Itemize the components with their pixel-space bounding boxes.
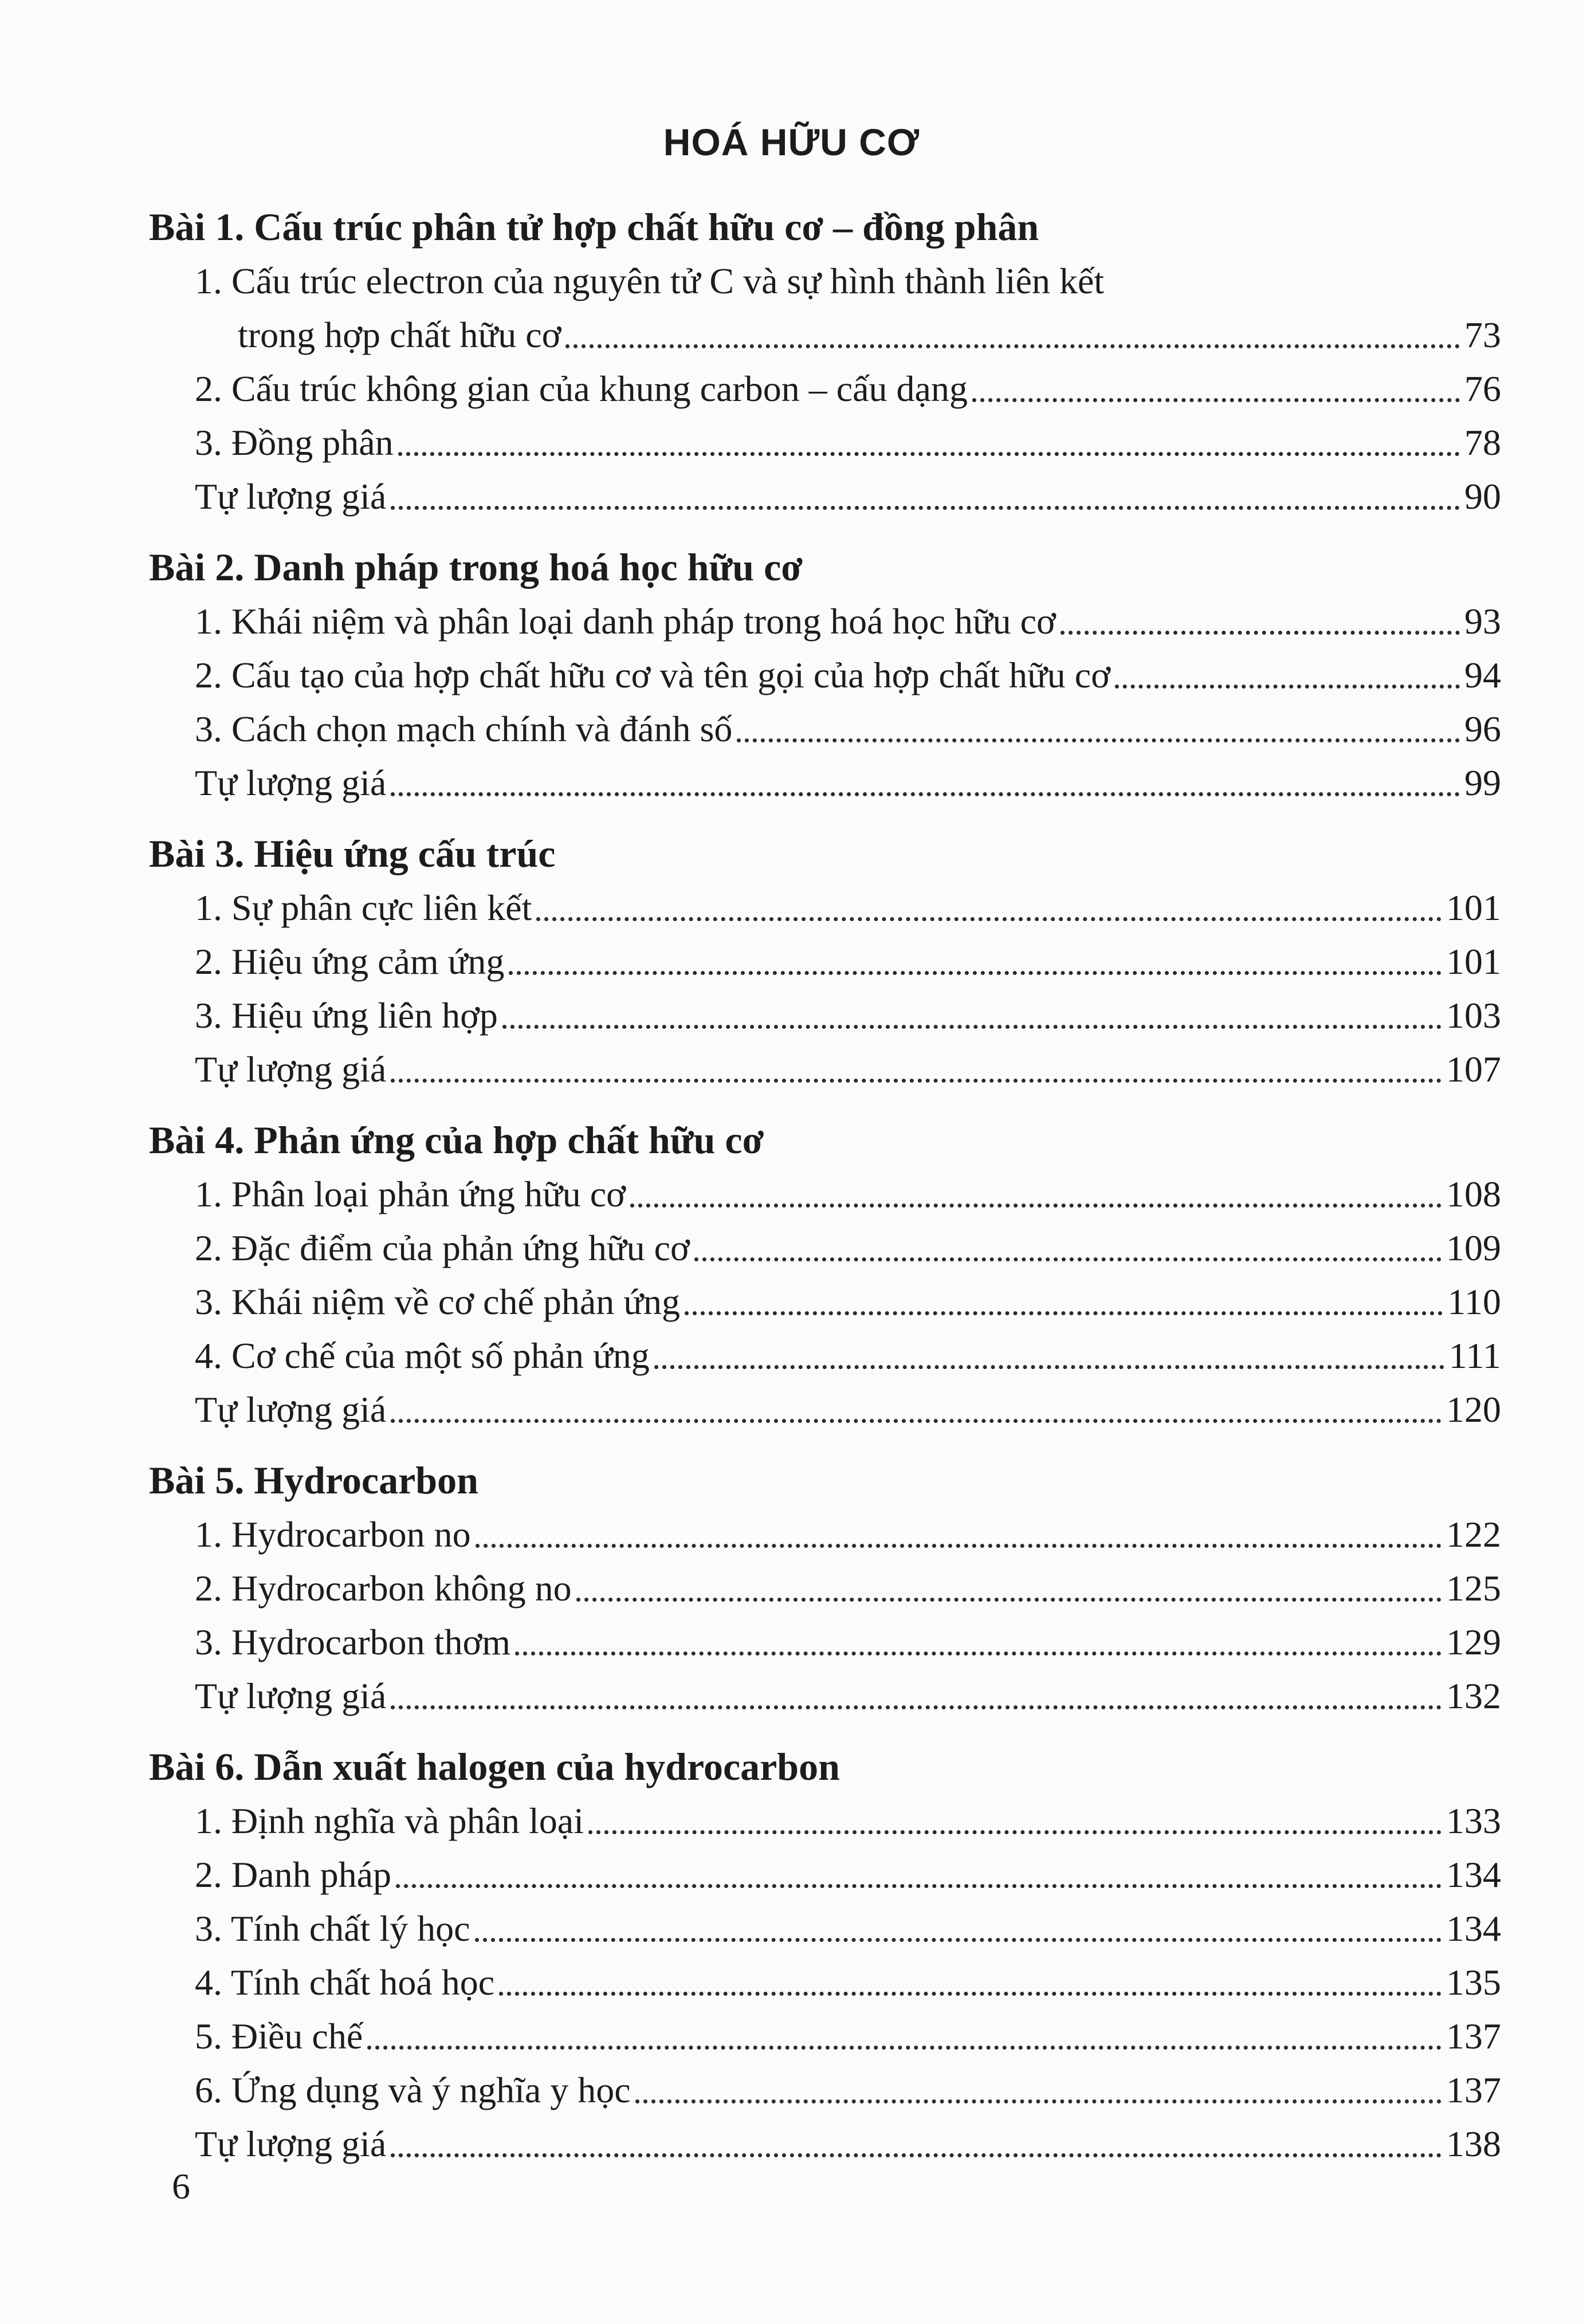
toc-entry[interactable] [149, 702, 1501, 756]
toc-entry[interactable] [149, 1848, 1501, 1902]
dot-leader [391, 2153, 1441, 2157]
dot-leader [685, 1311, 1443, 1315]
toc-entry-page: 137 [1446, 2016, 1501, 2056]
dot-leader [499, 1992, 1441, 1996]
dot-leader [536, 917, 1441, 921]
toc-entry[interactable] [149, 2063, 1501, 2117]
toc-entry-page: 132 [1446, 1676, 1501, 1716]
toc-entry[interactable] [149, 1275, 1501, 1329]
dot-leader [509, 971, 1441, 975]
dot-leader [654, 1365, 1444, 1369]
toc-entry-label: Tự lượng giá [195, 1389, 387, 1430]
toc-entry-page: 101 [1446, 941, 1501, 982]
toc-entry[interactable] [149, 648, 1501, 702]
toc-entry[interactable] [149, 595, 1501, 648]
toc-entry-label: Tự lượng giá [195, 762, 387, 803]
toc-entry-label: 3. Khái niệm về cơ chế phản ứng [195, 1281, 680, 1322]
toc-entry-page: 103 [1446, 995, 1501, 1036]
toc-entry-label: 3. Cách chọn mạch chính và đánh số [195, 709, 733, 749]
toc-entry-page: 96 [1464, 709, 1501, 749]
dot-leader [565, 344, 1460, 348]
dot-leader [391, 1079, 1441, 1083]
lesson-title: Bài 1. Cấu trúc phân tử hợp chất hữu cơ – đồng phân [149, 205, 1039, 249]
dot-leader [1115, 685, 1460, 689]
toc-entry[interactable] [149, 2010, 1501, 2063]
lesson-title: Bài 3. Hiệu ứng cấu trúc [149, 832, 556, 875]
toc-entry[interactable] [149, 1669, 1501, 1723]
toc-entry[interactable] [149, 1167, 1501, 1221]
page-title: HOÁ HỮU CƠ [663, 121, 920, 163]
toc-entry-label: 5. Điều chế [195, 2016, 363, 2056]
toc-entry-label: 1. Phân loại phản ứng hữu cơ [195, 1174, 626, 1214]
toc-entry-label: 1. Định nghĩa và phân loại [195, 1800, 584, 1841]
toc-entry-label: 3. Hydrocarbon thơm [195, 1622, 511, 1662]
toc-entry[interactable] [149, 1562, 1501, 1615]
toc-entry-page: 134 [1446, 1908, 1501, 1949]
dot-leader [588, 1830, 1441, 1834]
toc-entry-label: trong hợp chất hữu cơ [238, 314, 561, 355]
lesson-4 [149, 1112, 1501, 1437]
lesson-title: Bài 4. Phản ứng của hợp chất hữu cơ [149, 1118, 764, 1162]
toc-entry-page: 99 [1464, 762, 1501, 803]
toc-entry[interactable] [149, 362, 1501, 416]
toc-entry-label: Tự lượng giá [195, 1676, 387, 1716]
toc-entry-page: 101 [1446, 887, 1501, 928]
toc-entry-label: 2. Đặc điểm của phản ứng hữu cơ [195, 1228, 690, 1268]
toc-entry[interactable] [149, 416, 1501, 470]
toc-entry-label: 4. Cơ chế của một số phản ứng [195, 1335, 650, 1376]
dot-leader [576, 1598, 1441, 1602]
dot-leader [502, 1025, 1441, 1029]
lesson-1 [149, 199, 1501, 524]
dot-leader [476, 1544, 1441, 1548]
toc-entry[interactable] [149, 1508, 1501, 1562]
toc-entry-page: 120 [1446, 1389, 1501, 1430]
lesson-2 [149, 540, 1501, 810]
toc-entry-page: 135 [1446, 1962, 1501, 2003]
lesson-title: Bài 5. Hydrocarbon [149, 1458, 478, 1502]
dot-leader [635, 2099, 1441, 2103]
toc-entry-page: 73 [1464, 314, 1501, 355]
table-of-contents [149, 183, 1501, 2171]
toc-entry-label: 3. Đồng phân [195, 422, 394, 463]
toc-entry-page: 133 [1446, 1800, 1501, 1841]
toc-entry-page: 138 [1446, 2124, 1501, 2164]
toc-entry[interactable] [149, 470, 1501, 524]
toc-entry[interactable] [149, 1221, 1501, 1275]
toc-entry-label: 2. Hiệu ứng cảm ứng [195, 941, 505, 982]
toc-entry-label: 1. Hydrocarbon no [195, 1514, 471, 1555]
toc-entry[interactable] [149, 881, 1501, 935]
dot-leader [737, 738, 1460, 742]
lesson-6 [149, 1739, 1501, 2171]
lesson-5 [149, 1453, 1501, 1723]
toc-entry[interactable] [149, 1794, 1501, 1848]
toc-entry-page: 134 [1446, 1854, 1501, 1895]
toc-entry[interactable] [149, 935, 1501, 989]
toc-entry-label: 2. Hydrocarbon không no [195, 1568, 572, 1609]
toc-entry[interactable] [149, 1902, 1501, 1956]
toc-entry-label: Tự lượng giá [195, 1049, 387, 1090]
toc-entry[interactable] [149, 308, 1501, 362]
toc-entry[interactable] [149, 989, 1501, 1043]
toc-entry-label: 3. Tính chất lý học [195, 1908, 470, 1949]
toc-entry-page: 76 [1464, 368, 1501, 409]
toc-entry-page: 109 [1446, 1228, 1501, 1268]
page-number: 6 [172, 2166, 190, 2207]
dot-leader [694, 1257, 1441, 1261]
lesson-3 [149, 826, 1501, 1096]
dot-leader [367, 2046, 1441, 2050]
dot-leader [391, 506, 1460, 510]
dot-leader [391, 1419, 1441, 1423]
toc-entry-label: 2. Cấu trúc không gian của khung carbon – cấu dạng [195, 368, 968, 409]
dot-leader [391, 1705, 1441, 1709]
dot-leader [391, 792, 1460, 796]
toc-entry-label: Tự lượng giá [195, 2124, 387, 2164]
dot-leader [972, 398, 1460, 402]
dot-leader [398, 452, 1460, 456]
toc-entry-label: 2. Cấu tạo của hợp chất hữu cơ và tên gọi của hợp chất hữu cơ [195, 655, 1111, 695]
toc-entry-page: 110 [1447, 1281, 1501, 1322]
dot-leader [396, 1884, 1441, 1888]
toc-entry-page: 111 [1448, 1335, 1501, 1376]
toc-entry-page: 129 [1446, 1622, 1501, 1662]
toc-entry[interactable] [149, 2117, 1501, 2171]
toc-entry-page: 107 [1446, 1049, 1501, 1090]
toc-entry-label: 1. Khái niệm và phân loại danh pháp trong hoá học hữu cơ [195, 601, 1056, 642]
toc-entry-page: 93 [1464, 601, 1501, 642]
lesson-title: Bài 6. Dẫn xuất halogen của hydrocarbon [149, 1745, 840, 1788]
toc-entry-page: 94 [1464, 655, 1501, 695]
toc-entry[interactable] [149, 1329, 1501, 1383]
dot-leader [515, 1651, 1441, 1655]
toc-entry[interactable] [149, 1615, 1501, 1669]
toc-entry[interactable] [149, 1956, 1501, 2010]
lesson-title: Bài 2. Danh pháp trong hoá học hữu cơ [149, 545, 803, 589]
toc-entry-page: 90 [1464, 476, 1501, 517]
toc-entry-page: 78 [1464, 422, 1501, 463]
dot-leader [1060, 631, 1460, 635]
dot-leader [630, 1204, 1441, 1208]
toc-entry-label: 4. Tính chất hoá học [195, 1962, 495, 2003]
toc-entry-page: 108 [1446, 1174, 1501, 1214]
toc-entry[interactable] [149, 756, 1501, 810]
toc-entry-label: 2. Danh pháp [195, 1854, 392, 1895]
toc-entry-page: 122 [1446, 1514, 1501, 1555]
toc-entry-label: 3. Hiệu ứng liên hợp [195, 995, 498, 1036]
toc-entry-label: 6. Ứng dụng và ý nghĩa y học [195, 2070, 631, 2110]
dot-leader [475, 1938, 1442, 1942]
toc-entry-page: 137 [1446, 2070, 1501, 2110]
toc-entry-page: 125 [1446, 1568, 1501, 1609]
toc-entry-label: Tự lượng giá [195, 476, 387, 517]
toc-entry[interactable] [149, 1383, 1501, 1437]
toc-entry-line: 1. Cấu trúc electron của nguyên tử C và sự hình thành liên kết [195, 261, 1105, 301]
toc-entry-label: 1. Sự phân cực liên kết [195, 887, 532, 928]
toc-entry[interactable] [149, 1043, 1501, 1096]
